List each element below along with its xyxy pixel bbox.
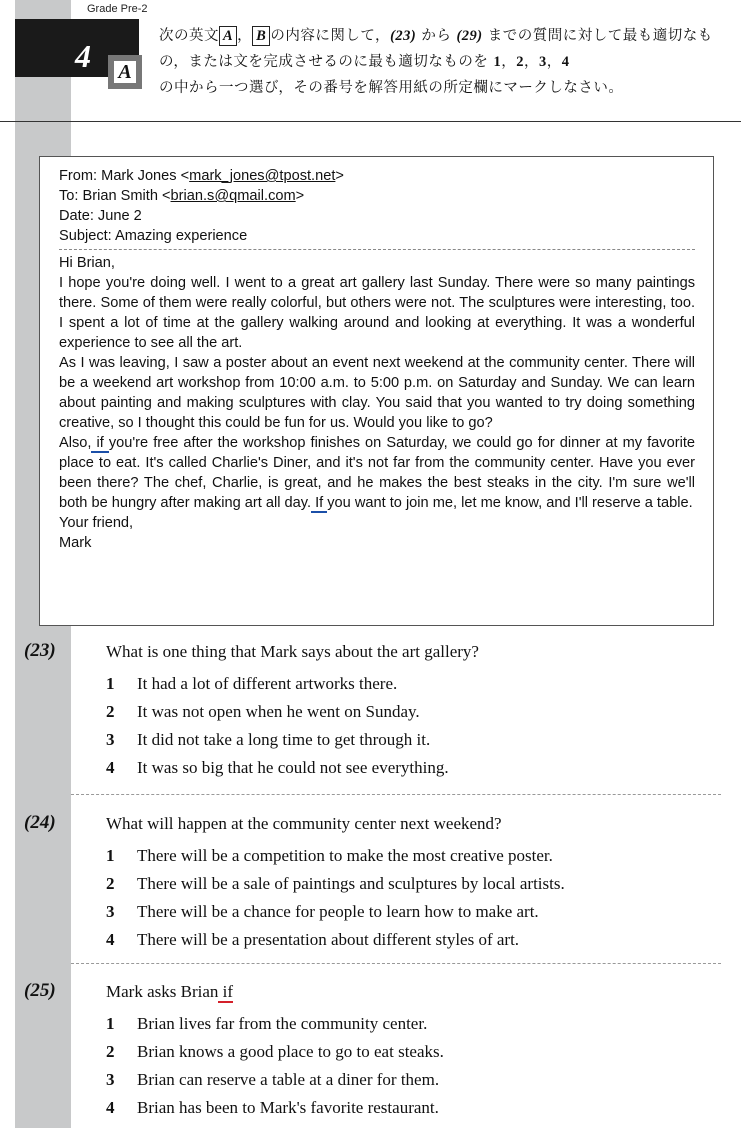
- email-paragraph-1: I hope you're doing well. I went to a great art gallery last Sunday. There were so many paintings there. Some of them were really colorful, but others were not. The sculptures were interesting, too. I spent a lot of time at the gallery walking around and looking at everything. It was a wonderful experience to see all the art.: [59, 275, 695, 351]
- email-closing: Your friend,: [59, 515, 134, 531]
- choice-1[interactable]: 1 It had a lot of different artworks there.: [106, 674, 398, 693]
- question-text: What is one thing that Mark says about the art gallery?: [106, 642, 479, 661]
- email-box: [39, 156, 714, 626]
- choice-3[interactable]: 3 There will be a chance for people to learn how to make art.: [106, 902, 539, 921]
- email-to: To: Brian Smith <brian.s@qmail.com>: [59, 188, 305, 204]
- instructions: 次の英文 A ， B の内容に関して，(23) から (29) までの質問に対して最も適切なもの，または文を完成させるのに最も適切なものを 1，2，3，4 の中から一つ選び，その番号を解答用紙の所定欄にマークしなさい。: [159, 28, 713, 96]
- question-divider: [71, 963, 721, 964]
- email-date: Date: June 2: [59, 208, 142, 224]
- to-address: brian.s@qmail.com: [170, 188, 296, 204]
- choice-1[interactable]: 1 There will be a competition to make the most creative poster.: [106, 846, 553, 865]
- question-divider: [71, 794, 721, 795]
- part-label: A: [108, 55, 142, 89]
- from-address: mark_jones@tpost.net: [189, 168, 336, 184]
- if-underline-2: If: [311, 495, 328, 511]
- email-subject: Subject: Amazing experience: [59, 228, 248, 244]
- choice-3[interactable]: 3 Brian can reserve a table at a diner for them.: [106, 1070, 440, 1089]
- email-from: From: Mark Jones <mark_jones@tpost.net>: [59, 168, 344, 184]
- choice-1[interactable]: 1 Brian lives far from the community center.: [106, 1014, 428, 1033]
- question-number: 4: [75, 38, 91, 74]
- email-header-divider: [59, 249, 695, 250]
- question-text: What will happen at the community center next weekend?: [106, 814, 502, 833]
- email-paragraph-2: As I was leaving, I saw a poster about an event next weekend at the community center. There will be a weekend art workshop from 10:00 a.m. to 5:00 p.m. on Saturday and Sunday. We can learn about painting and making sculptures with clay. You said that you wanted to try doing something creative, so I thought this could be fun for us. Would you like to go?: [59, 355, 695, 431]
- choice-2[interactable]: 2 There will be a sale of paintings and sculptures by local artists.: [106, 874, 565, 893]
- if-underline-red: if: [218, 982, 234, 1001]
- choice-2[interactable]: 2 Brian knows a good place to go to eat steaks.: [106, 1042, 444, 1061]
- choice-4[interactable]: 4 It was so big that he could not see everything.: [106, 758, 449, 777]
- box-b: B: [252, 26, 270, 46]
- choice-4[interactable]: 4 There will be a presentation about different styles of art.: [106, 930, 520, 949]
- choice-2[interactable]: 2 It was not open when he went on Sunday.: [106, 702, 420, 721]
- header-divider: [0, 121, 741, 122]
- question-text: Mark asks Brian if: [106, 982, 234, 1001]
- choice-4[interactable]: 4 Brian has been to Mark's favorite restaurant.: [106, 1098, 439, 1117]
- question-label: (24): [24, 812, 56, 833]
- question-label: (25): [24, 980, 56, 1001]
- if-underline-1: if: [91, 435, 109, 451]
- email-greeting: Hi Brian,: [59, 255, 115, 271]
- email-paragraph-3: Also, if you're free after the workshop finishes on Saturday, we could go for dinner at my favorite place to eat. It's called Charlie's Diner, and it's not far from the community center. Have you ever been there? The chef, Charlie, is great, and he makes the best steaks in the city. I'm sure we'll both be hungry after making art all day. If you want to join me, let me know, and I'll reserve a table.: [59, 435, 695, 511]
- grade-label: Grade Pre-2: [87, 3, 148, 15]
- question-label: (23): [24, 640, 56, 661]
- email-signature: Mark: [59, 535, 92, 551]
- choice-3[interactable]: 3 It did not take a long time to get through it.: [106, 730, 431, 749]
- box-a: A: [219, 26, 237, 46]
